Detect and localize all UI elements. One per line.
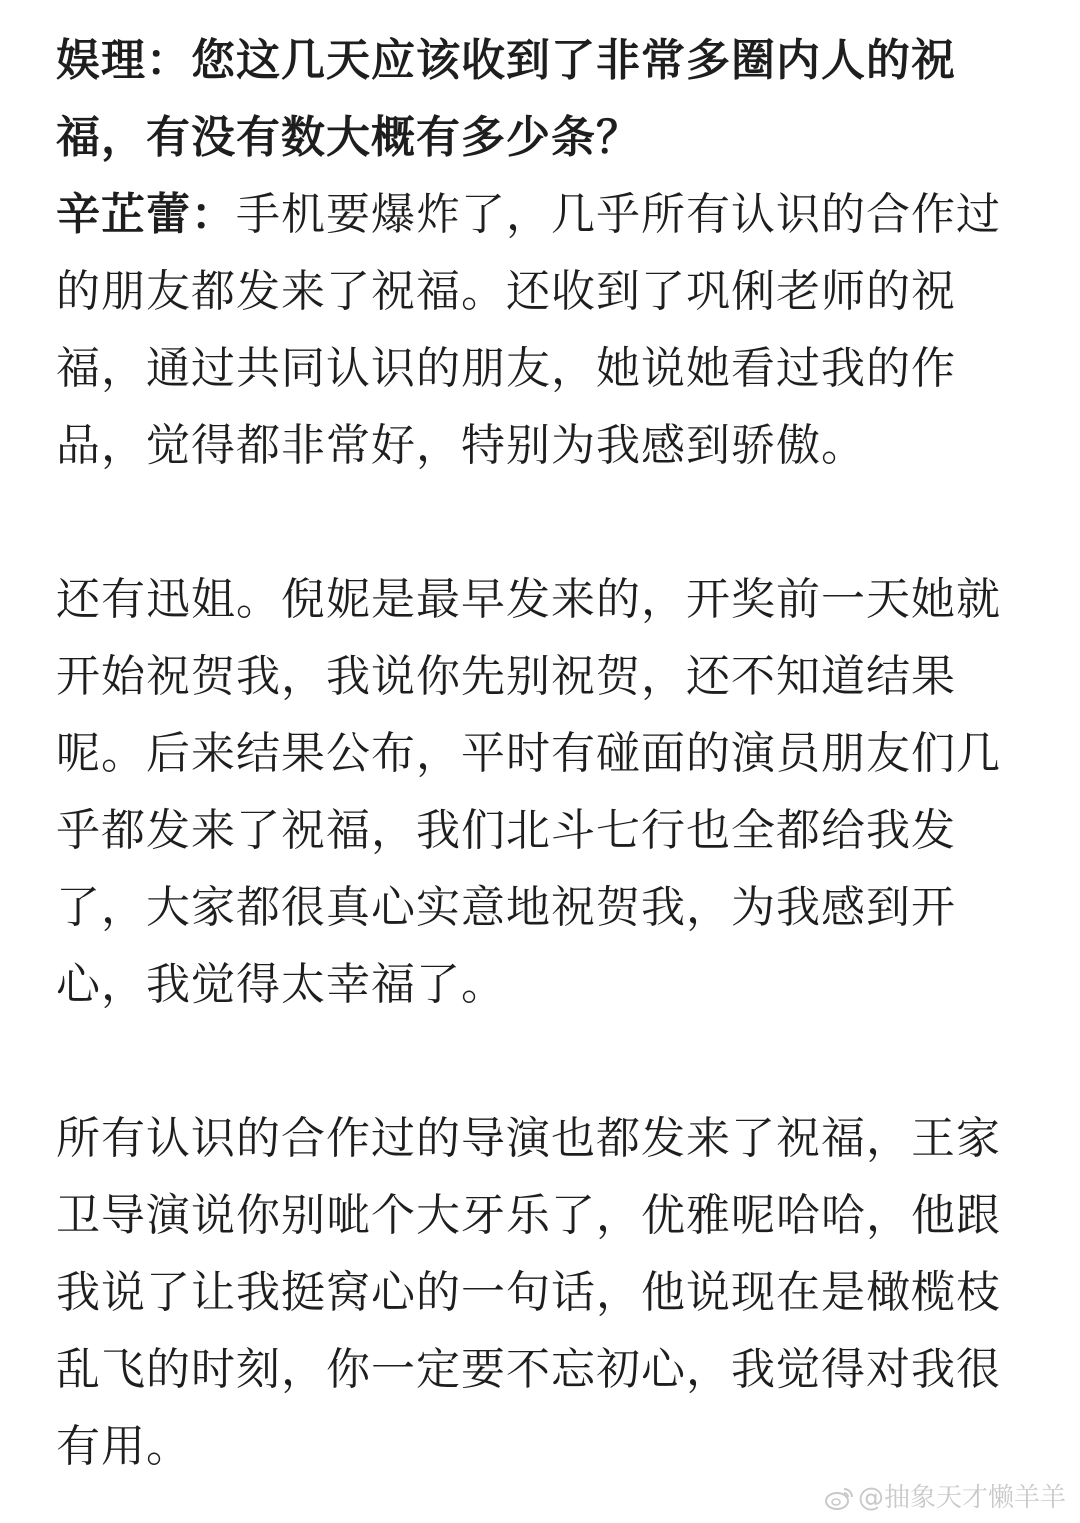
question-text: 您这几天应该收到了非常多圈内人的祝福，有没有数大概有多少条？	[56, 35, 956, 163]
weibo-icon	[824, 1485, 854, 1511]
watermark-text: @抽象天才懒羊羊	[857, 1483, 1066, 1513]
answer-paragraph-3: 所有认识的合作过的导演也都发来了祝福，王家卫导演说你别呲个大牙乐了，优雅呢哈哈，他跟我说了让我挺窝心的一句话，他说现在是橄榄枝乱飞的时刻，你一定要不忘初心，我觉得对我很有用。	[56, 1113, 1001, 1472]
watermark	[824, 1483, 1066, 1513]
answer-paragraph	[56, 176, 1026, 484]
article-body	[56, 22, 1026, 1485]
answer-text: 手机要爆炸了，几乎所有认识的合作过的朋友都发来了祝福。还收到了巩俐老师的祝福，通过共同认识的朋友，她说她看过我的作品，觉得都非常好，特别为我感到骄傲。	[56, 189, 1001, 471]
answer-paragraph-2: 还有迅姐。倪妮是最早发来的，开奖前一天她就开始祝贺我，我说你先别祝贺，还不知道结果呢。后来结果公布，平时有碰面的演员朋友们几乎都发来了祝福，我们北斗七行也全都给我发了，大家都很真心实意地祝贺我，为我感到开心，我觉得太幸福了。	[56, 574, 1001, 1010]
interviewer-name: 娱理：	[56, 35, 191, 86]
question-paragraph	[56, 22, 1026, 176]
interviewee-name: 辛芷蕾：	[56, 189, 236, 240]
